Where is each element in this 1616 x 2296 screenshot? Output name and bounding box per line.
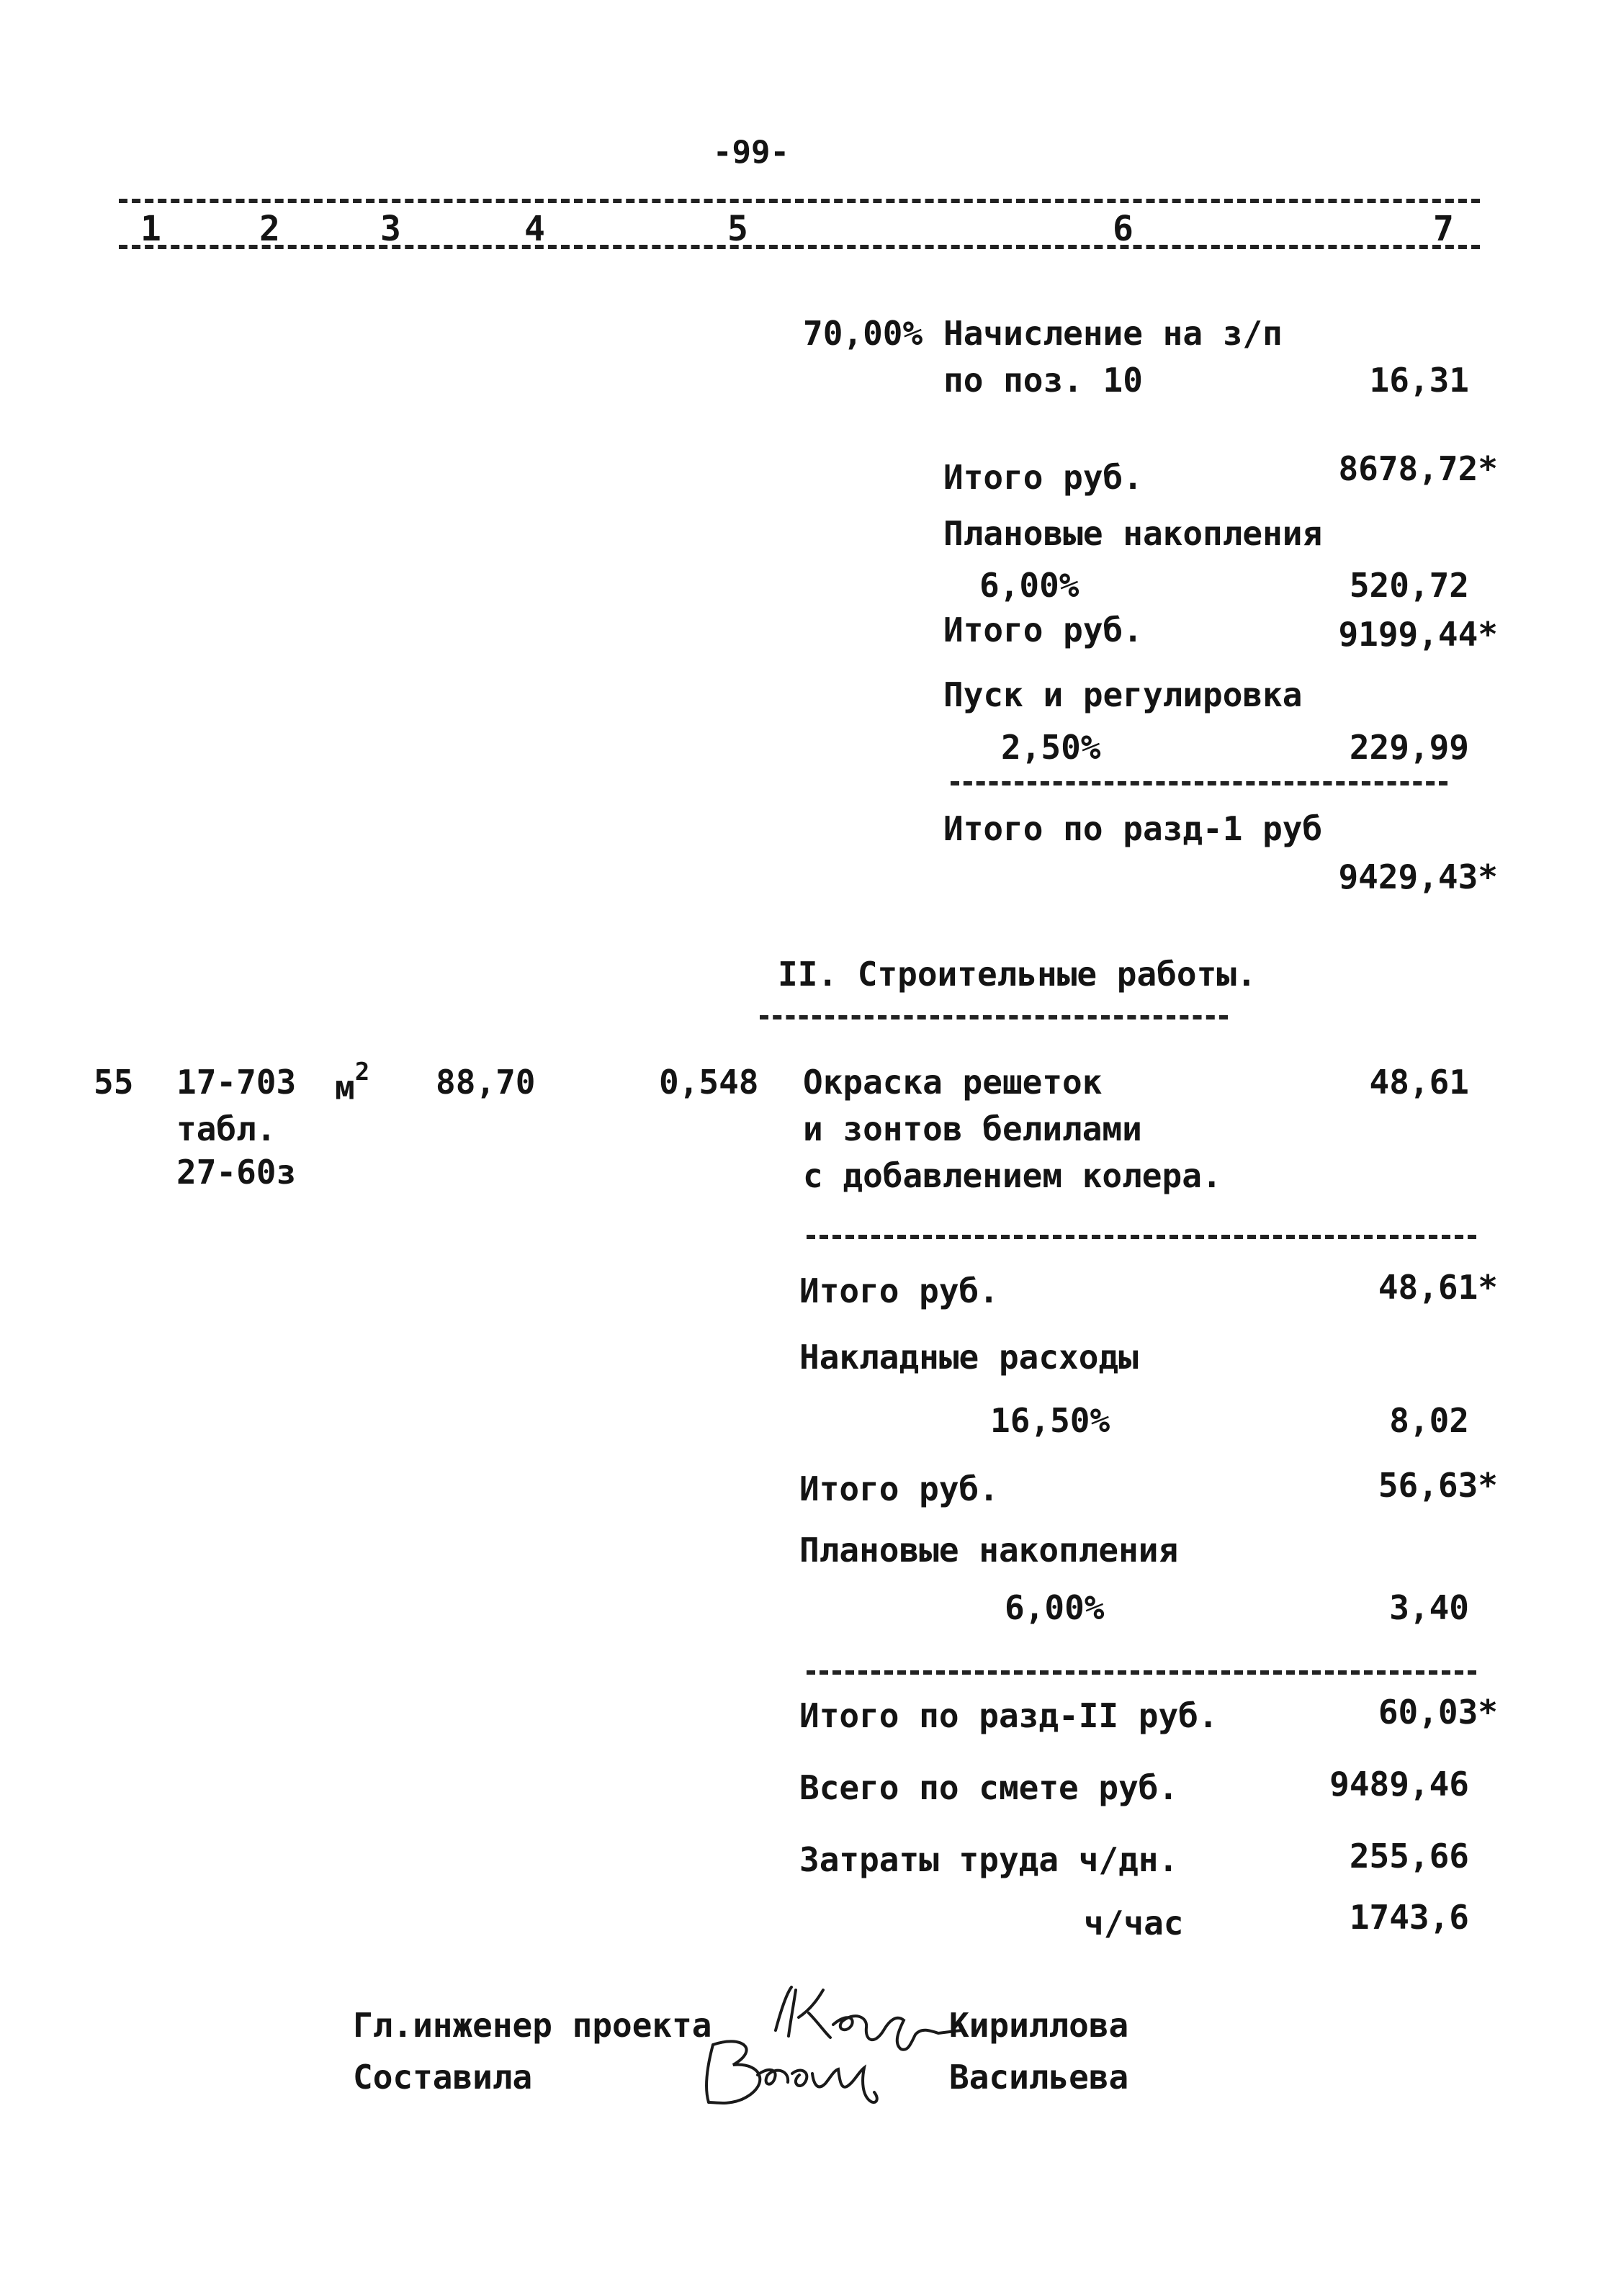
section1-charge-label-line1: Начисление на з/п	[943, 314, 1283, 353]
compiler-signature	[691, 2030, 900, 2117]
section2-title-underline	[760, 1015, 1228, 1019]
compiler-role: Составила	[353, 2058, 533, 2097]
section2-subtotal1-label: Итого руб.	[799, 1271, 999, 1310]
column-number-1: 1	[140, 209, 161, 249]
item-description-line3: с добавлением колера.	[803, 1156, 1222, 1195]
item-description-line2: и зонтов белилами	[803, 1109, 1142, 1148]
item-code-line3: 27-60з	[176, 1153, 297, 1192]
labor-days-label: Затраты труда ч/дн.	[799, 1840, 1179, 1879]
section2-subtotal2-value: 56,63*	[1378, 1466, 1498, 1505]
item-quantity: 88,70	[436, 1063, 536, 1102]
section1-startup-rate: 2,50%	[1001, 728, 1101, 767]
section1-startup-label: Пуск и регулировка	[943, 675, 1303, 714]
section2-planned-rate: 6,00%	[1005, 1588, 1105, 1627]
column-number-6: 6	[1113, 209, 1134, 249]
header-top-rule	[119, 199, 1480, 203]
column-number-2: 2	[259, 209, 280, 249]
section1-planned-label: Плановые накопления	[943, 514, 1323, 553]
section2-overhead-value: 8,02	[1389, 1401, 1469, 1440]
section2-total-label: Итого по разд-II руб.	[799, 1696, 1218, 1735]
grand-total-label: Всего по смете руб.	[799, 1768, 1179, 1807]
section1-planned-rate: 6,00%	[979, 566, 1079, 605]
section1-total-rule	[951, 781, 1447, 785]
section1-planned-value: 520,72	[1349, 566, 1469, 605]
section2-planned-value: 3,40	[1389, 1588, 1469, 1627]
section2-item-rule	[807, 1235, 1476, 1239]
section2-overhead-label: Накладные расходы	[799, 1338, 1139, 1377]
item-code-line1: 17-703	[176, 1063, 297, 1102]
section1-charge-value: 16,31	[1369, 361, 1469, 400]
section1-subtotal1-label: Итого руб.	[943, 458, 1143, 497]
section2-planned-label: Плановые накопления	[799, 1531, 1179, 1570]
column-number-5: 5	[727, 209, 748, 249]
labor-days-value: 255,66	[1349, 1837, 1469, 1876]
section1-total-label: Итого по разд-1 руб	[943, 809, 1323, 848]
item-unit-base: м	[335, 1068, 355, 1107]
labor-hours-label: ч/час	[1084, 1904, 1184, 1942]
section1-charge-label-line2: по поз. 10	[943, 361, 1143, 400]
section1-subtotal2-value: 9199,44*	[1338, 615, 1498, 654]
section1-subtotal2-label: Итого руб.	[943, 611, 1143, 649]
section1-startup-value: 229,99	[1349, 728, 1469, 767]
section2-subtotal1-value: 48,61*	[1378, 1268, 1498, 1307]
chief-engineer-name: Кириллова	[949, 2006, 1129, 2045]
item-code-line2: табл.	[176, 1109, 277, 1148]
grand-total-value: 9489,46	[1329, 1765, 1469, 1804]
section2-subtotal2-label: Итого руб.	[799, 1469, 999, 1508]
column-number-4: 4	[524, 209, 545, 249]
compiler-name: Васильева	[949, 2058, 1129, 2097]
item-position: 55	[94, 1063, 134, 1102]
column-number-3: 3	[380, 209, 401, 249]
header-bottom-rule	[119, 245, 1480, 249]
section1-charge-rate: 70,00%	[803, 314, 923, 353]
item-unit-power: 2	[354, 1058, 370, 1086]
section2-total-value: 60,03*	[1378, 1693, 1498, 1732]
page-number: -99-	[713, 134, 789, 171]
column-number-7: 7	[1433, 209, 1454, 249]
item-unit-price: 0,548	[659, 1063, 759, 1102]
chief-engineer-role: Гл.инженер проекта	[353, 2006, 712, 2045]
item-unit	[335, 1058, 370, 1107]
section2-title: II. Строительные работы.	[778, 955, 1257, 994]
section2-total-rule	[807, 1670, 1476, 1675]
section2-overhead-rate: 16,50%	[990, 1401, 1110, 1440]
section1-subtotal1-value: 8678,72*	[1338, 449, 1498, 488]
labor-hours-value: 1743,6	[1349, 1898, 1469, 1937]
item-cost: 48,61	[1369, 1063, 1469, 1102]
section1-total-value: 9429,43*	[1338, 857, 1498, 896]
item-description-line1: Окраска решеток	[803, 1063, 1103, 1102]
